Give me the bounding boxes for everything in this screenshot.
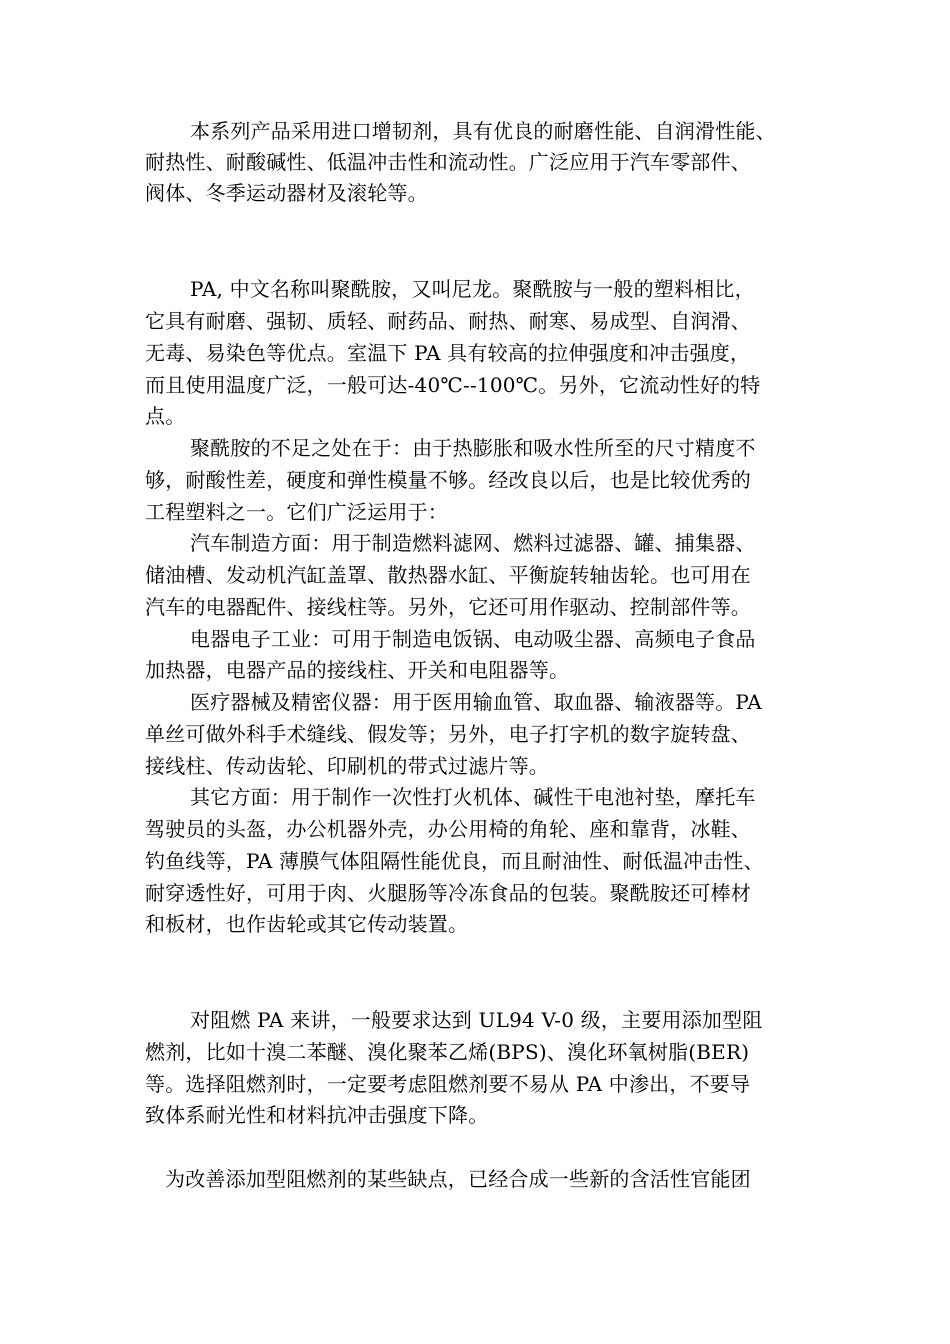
paragraph-8-line-1: 对阻燃 PA 来讲，一般要求达到 UL94 V-0 级，主要用添加型阻 xyxy=(190,1008,763,1032)
paragraph-7-line-2: 驾驶员的头盔，办公机器外壳，办公用椅的角轮、座和靠背，冰鞋、 xyxy=(145,817,751,841)
paragraph-2-line-2: 它具有耐磨、强韧、质轻、耐药品、耐热、耐寒、易成型、自润滑、 xyxy=(145,309,751,333)
paragraph-1-line-1: 本系列产品采用进口增韧剂，具有优良的耐磨性能、自润滑性能、 xyxy=(190,119,776,143)
paragraph-2-line-5: 点。 xyxy=(145,404,186,428)
paragraph-8-line-4: 致体系耐光性和材料抗冲击强度下降。 xyxy=(145,1103,489,1127)
paragraph-3-line-3: 工程塑料之一。它们广泛运用于： xyxy=(145,500,448,524)
paragraph-6-line-2: 单丝可做外科手术缝线、假发等；另外，电子打字机的数字旋转盘、 xyxy=(145,722,751,746)
paragraph-2-line-3: 无毒、易染色等优点。室温下 PA 具有较高的拉伸强度和冲击强度， xyxy=(145,341,751,365)
paragraph-5-line-2: 加热器，电器产品的接线柱、开关和电阻器等。 xyxy=(145,658,570,682)
paragraph-1-line-2: 耐热性、耐酸碱性、低温冲击性和流动性。广泛应用于汽车零部件、 xyxy=(145,150,751,174)
paragraph-4-line-1: 汽车制造方面：用于制造燃料滤网、燃料过滤器、罐、捕集器、 xyxy=(190,531,756,555)
paragraph-7-line-5: 和板材，也作齿轮或其它传动装置。 xyxy=(145,912,469,936)
paragraph-3-line-1: 聚酰胺的不足之处在于：由于热膨胀和吸水性所至的尺寸精度不 xyxy=(190,436,756,460)
paragraph-6-line-3: 接线柱、传动齿轮、印刷机的带式过滤片等。 xyxy=(145,754,549,778)
paragraph-2-line-1: PA, 中文名称叫聚酰胺，又叫尼龙。聚酰胺与一般的塑料相比， xyxy=(190,277,755,301)
paragraph-4-line-2: 储油槽、发动机汽缸盖罩、散热器水缸、平衡旋转轴齿轮。也可用在 xyxy=(145,563,751,587)
paragraph-9-line-1: 为改善添加型阻燃剂的某些缺点，已经合成一些新的含活性官能团 xyxy=(165,1167,751,1191)
paragraph-3-line-2: 够，耐酸性差，硬度和弹性模量不够。经改良以后，也是比较优秀的 xyxy=(145,468,751,492)
paragraph-6-line-1: 医疗器械及精密仪器：用于医用输血管、取血器、输液器等。PA xyxy=(190,690,762,714)
paragraph-4-line-3: 汽车的电器配件、接线柱等。另外，它还可用作驱动、控制部件等。 xyxy=(145,595,751,619)
paragraph-8-line-2: 燃剂，比如十溴二苯醚、溴化聚苯乙烯(BPS)、溴化环氧树脂(BER) xyxy=(145,1040,750,1064)
paragraph-2-line-4: 而且使用温度广泛，一般可达-40℃--100℃。另外，它流动性好的特 xyxy=(145,373,761,397)
paragraph-7-line-1: 其它方面：用于制作一次性打火机体、碱性干电池衬垫，摩托车 xyxy=(190,785,756,809)
paragraph-5-line-1: 电器电子工业：可用于制造电饭锅、电动吸尘器、高频电子食品 xyxy=(190,627,756,651)
paragraph-8-line-3: 等。选择阻燃剂时，一定要考虑阻燃剂要不易从 PA 中渗出，不要导 xyxy=(145,1072,751,1096)
paragraph-7-line-3: 钓鱼线等，PA 薄膜气体阻隔性能优良，而且耐油性、耐低温冲击性、 xyxy=(145,849,764,873)
paragraph-1-line-3: 阀体、冬季运动器材及滚轮等。 xyxy=(145,181,428,205)
paragraph-7-line-4: 耐穿透性好，可用于肉、火腿肠等冷冻食品的包装。聚酰胺还可棒材 xyxy=(145,881,751,905)
